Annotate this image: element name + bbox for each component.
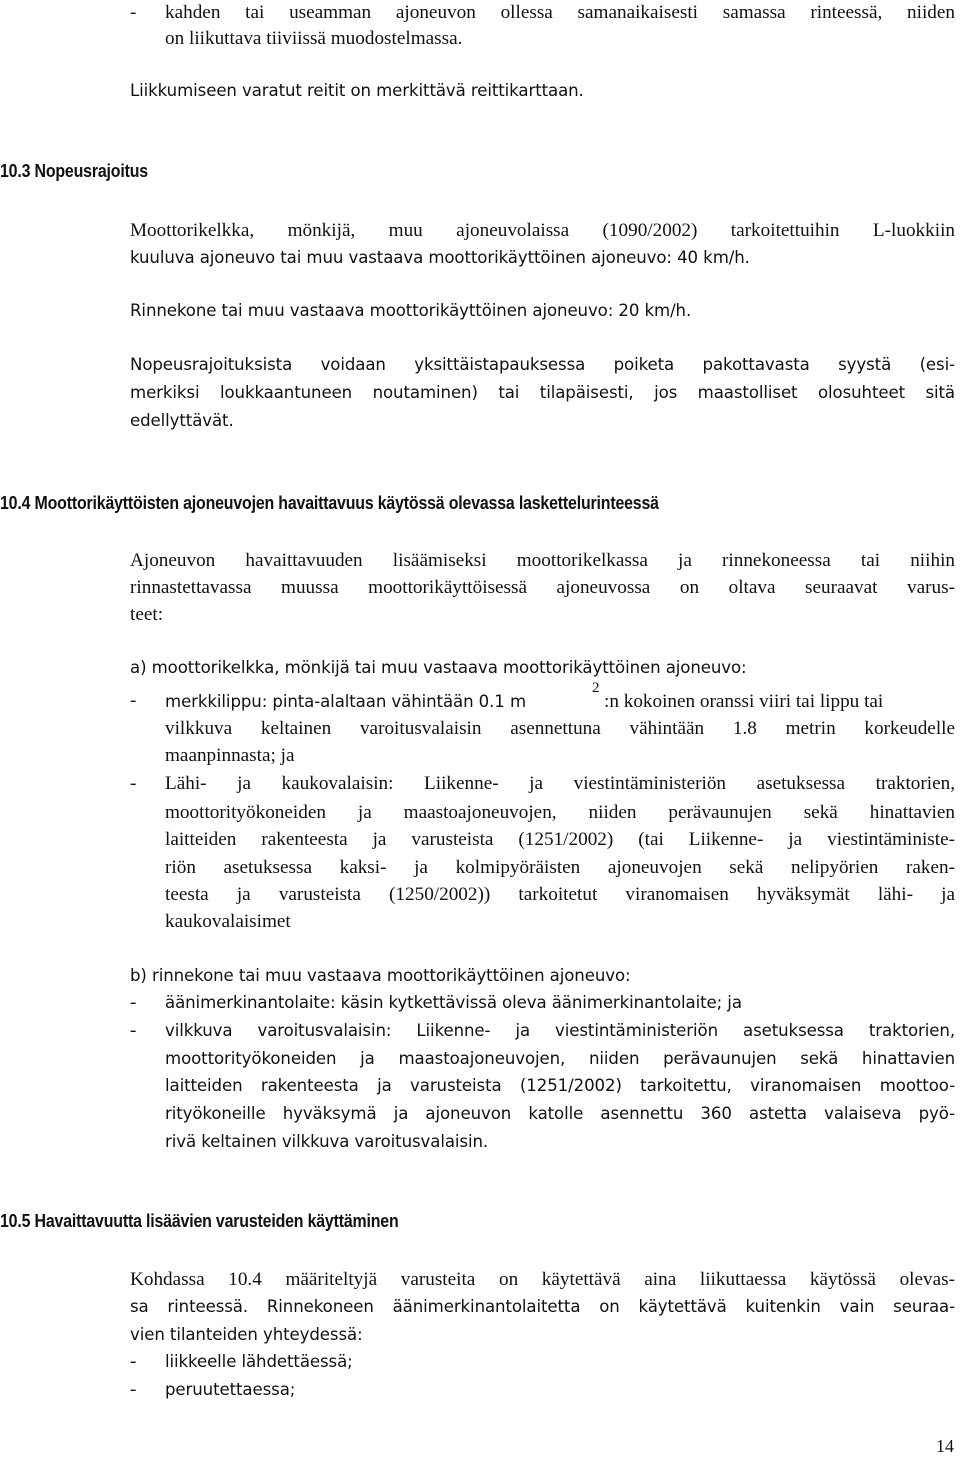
list-dash: - xyxy=(130,690,137,711)
usage-paragraph-line-2: sa rinteessä. Rinnekoneen äänimerkinantolaitetta on käytettävä kuitenkin vain seuraa- xyxy=(130,1297,955,1316)
a2-line-1: Lähi- ja kaukovalaisin: Liikenne- ja viestintäministeriön asetuksessa traktorien, xyxy=(165,773,955,794)
list-dash: - xyxy=(130,1379,137,1400)
section-heading-10-3: 10.3 Nopeusrajoitus xyxy=(0,160,148,181)
top-bullet-line-2: on liikuttava tiiviissä muodostelmassa. xyxy=(165,28,463,49)
a1-line-2: vilkkuva keltainen varoitusvalaisin asennettuna vähintään 1.8 metrin korkeudelle xyxy=(165,718,955,739)
routes-paragraph: Liikkumiseen varatut reitit on merkittävä reittikarttaan. xyxy=(130,81,584,100)
page-number: 14 xyxy=(936,1436,954,1456)
b2-line-4: rityökoneille hyväksymä ja ajoneuvon katolle asennettu 360 astetta valaiseva pyö- xyxy=(165,1104,955,1123)
b2-line-3: laitteiden rakenteesta ja varusteista (1251/2002) tarkoitettu, viranomaisen moottoo- xyxy=(165,1076,955,1095)
speed-paragraph-line-2: kuuluva ajoneuvo tai muu vastaava moottorikäyttöinen ajoneuvo: 40 km/h. xyxy=(130,248,750,267)
section-heading-10-5: 10.5 Havaittavuutta lisäävien varusteiden käyttäminen xyxy=(0,1210,399,1231)
a2-line-2: moottorityökoneiden ja maastoajoneuvojen, niiden perävaunujen sekä hinattavien xyxy=(165,802,955,823)
visibility-intro-line-3: teet: xyxy=(130,604,164,625)
section-heading-10-4: 10.4 Moottorikäyttöisten ajoneuvojen havaittavuus käytössä olevassa laskettelurinteessä xyxy=(0,492,659,513)
exception-paragraph-line-2: merkiksi loukkaantuneen noutaminen) tai tilapäisesti, jos maastolliset olosuhteet sitä xyxy=(130,383,955,402)
list-dash: - xyxy=(130,992,137,1013)
a2-line-6: kaukovalaisimet xyxy=(165,911,291,932)
b2-line-5: rivä keltainen vilkkuva varoitusvalaisin. xyxy=(165,1132,489,1151)
a2-line-4: riön asetuksessa kaksi- ja kolmipyöräisten ajoneuvojen sekä nelipyörien raken- xyxy=(165,857,955,878)
speed-paragraph-line-1: Moottorikelkka, mönkijä, muu ajoneuvolaissa (1090/2002) tarkoitettuihin L-luokkiin xyxy=(130,220,955,241)
list-dash: - xyxy=(130,2,137,23)
a2-line-3: laitteiden rakenteesta ja varusteista (1251/2002) (tai Liikenne- ja viestintäministe- xyxy=(165,829,955,850)
a1-line-3: maanpinnasta; ja xyxy=(165,745,295,766)
list-a-title: a) moottorikelkka, mönkijä tai muu vastaava moottorikäyttöinen ajoneuvo: xyxy=(130,658,747,677)
exception-paragraph-line-1: Nopeusrajoituksista voidaan yksittäistapauksessa poiketa pakottavasta syystä (esi- xyxy=(130,355,955,374)
usage-list-item-1: liikkeelle lähdettäessä; xyxy=(165,1352,353,1371)
list-b-title: b) rinnekone tai muu vastaava moottorikäyttöinen ajoneuvo: xyxy=(130,966,631,985)
exception-paragraph-line-3: edellyttävät. xyxy=(130,411,234,430)
a1-line-1 xyxy=(165,689,526,715)
list-dash: - xyxy=(130,1020,137,1041)
b2-line-2: moottorityökoneiden ja maastoajoneuvojen, niiden perävaunujen sekä hinattavien xyxy=(165,1049,955,1068)
list-dash: - xyxy=(130,773,137,794)
usage-paragraph-line-1: Kohdassa 10.4 määriteltyjä varusteita on käytettävä aina liikuttaessa käytössä olevas- xyxy=(130,1269,955,1290)
snowcat-speed-paragraph: Rinnekone tai muu vastaava moottorikäyttöinen ajoneuvo: 20 km/h. xyxy=(130,301,692,320)
a1-text-pre: merkkilippu: pinta-alaltaan vähintään 0.1 m xyxy=(165,692,527,711)
usage-paragraph-line-3: vien tilanteiden yhteydessä: xyxy=(130,1325,363,1344)
a2-line-5: teesta ja varusteista (1250/2002)) tarkoitetut viranomaisen hyväksymät lähi- ja xyxy=(165,884,955,905)
b1-line: äänimerkinantolaite: käsin kytkettävissä oleva äänimerkinantolaite; ja xyxy=(165,993,742,1012)
superscript-2: 2 xyxy=(592,680,600,696)
visibility-intro-line-1: Ajoneuvon havaittavuuden lisäämiseksi moottorikelkassa ja rinnekoneessa tai niihin xyxy=(130,550,955,571)
usage-list-item-2: peruutettaessa; xyxy=(165,1380,296,1399)
top-bullet-line-1: kahden tai useamman ajoneuvon ollessa samanaikaisesti samassa rinteessä, niiden xyxy=(165,2,955,23)
visibility-intro-line-2: rinnastettavassa muussa moottorikäyttöisessä ajoneuvossa on oltava seuraavat varus- xyxy=(130,577,955,598)
a1-line-1-post: :n kokoinen oranssi viiri tai lippu tai xyxy=(604,691,884,712)
b2-line-1: vilkkuva varoitusvalaisin: Liikenne- ja viestintäministeriön asetuksessa traktorien, xyxy=(165,1021,955,1040)
list-dash: - xyxy=(130,1351,137,1372)
